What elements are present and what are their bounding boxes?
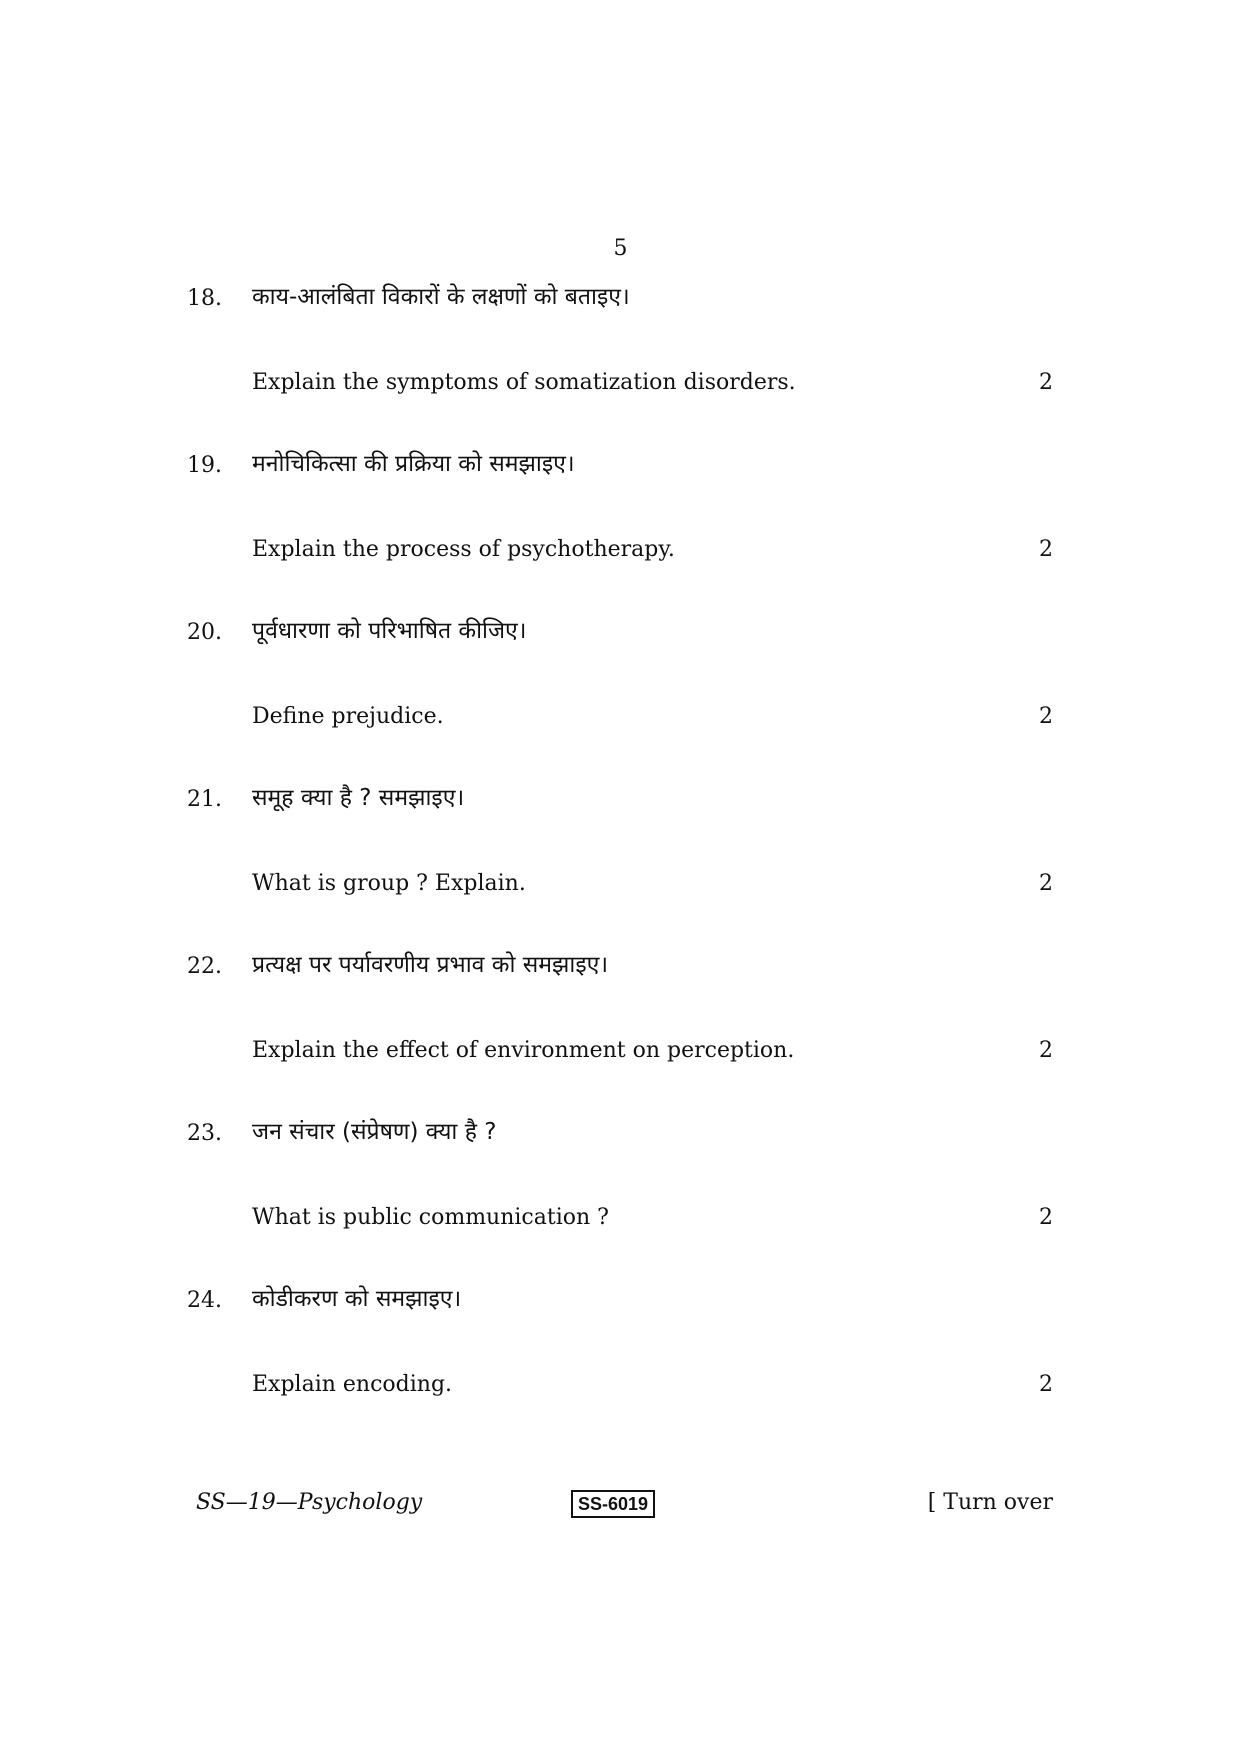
page-footer bbox=[0, 1488, 1241, 1528]
question-marks: 2 bbox=[1039, 1205, 1053, 1230]
question-20 bbox=[0, 618, 1241, 778]
footer-subject: SS—19—Psychology bbox=[196, 1490, 423, 1515]
question-text-hindi: कोडीकरण को समझाइए। bbox=[252, 1286, 462, 1312]
question-23 bbox=[0, 1119, 1241, 1279]
question-text-english: Explain encoding. bbox=[252, 1372, 453, 1397]
question-text-english: Explain the effect of environment on perception. bbox=[252, 1038, 795, 1063]
question-text-english: Explain the symptoms of somatization disorders. bbox=[252, 370, 796, 395]
question-number: 19. bbox=[187, 453, 222, 478]
turn-over-note: [ Turn over bbox=[927, 1490, 1053, 1515]
question-21 bbox=[0, 785, 1241, 945]
question-text-english: Define prejudice. bbox=[252, 704, 444, 729]
page-number: 5 bbox=[613, 236, 628, 261]
question-number: 22. bbox=[187, 954, 222, 979]
question-22 bbox=[0, 952, 1241, 1112]
question-number: 21. bbox=[187, 787, 222, 812]
question-18 bbox=[0, 284, 1241, 444]
question-text-english: What is group ? Explain. bbox=[252, 871, 526, 896]
question-marks: 2 bbox=[1039, 871, 1053, 896]
question-number: 24. bbox=[187, 1288, 222, 1313]
question-number: 18. bbox=[187, 286, 222, 311]
paper-code-box: SS-6019 bbox=[571, 1490, 655, 1518]
question-text-hindi: समूह क्या है ? समझाइए। bbox=[252, 785, 465, 811]
question-text-hindi: जन संचार (संप्रेषण) क्या है ? bbox=[252, 1119, 497, 1145]
question-19 bbox=[0, 451, 1241, 611]
question-text-english: Explain the process of psychotherapy. bbox=[252, 537, 675, 562]
question-text-english: What is public communication ? bbox=[252, 1205, 609, 1230]
question-24 bbox=[0, 1286, 1241, 1446]
question-number: 20. bbox=[187, 620, 222, 645]
question-marks: 2 bbox=[1039, 537, 1053, 562]
question-text-hindi: काय-आलंबिता विकारों के लक्षणों को बताइए। bbox=[252, 284, 630, 310]
question-text-hindi: मनोचिकित्सा की प्रक्रिया को समझाइए। bbox=[252, 451, 575, 477]
question-number: 23. bbox=[187, 1121, 222, 1146]
question-marks: 2 bbox=[1039, 704, 1053, 729]
question-marks: 2 bbox=[1039, 370, 1053, 395]
question-text-hindi: प्रत्यक्ष पर पर्यावरणीय प्रभाव को समझाइए। bbox=[252, 952, 609, 978]
question-marks: 2 bbox=[1039, 1372, 1053, 1397]
question-text-hindi: पूर्वधारणा को परिभाषित कीजिए। bbox=[252, 618, 527, 644]
question-marks: 2 bbox=[1039, 1038, 1053, 1063]
